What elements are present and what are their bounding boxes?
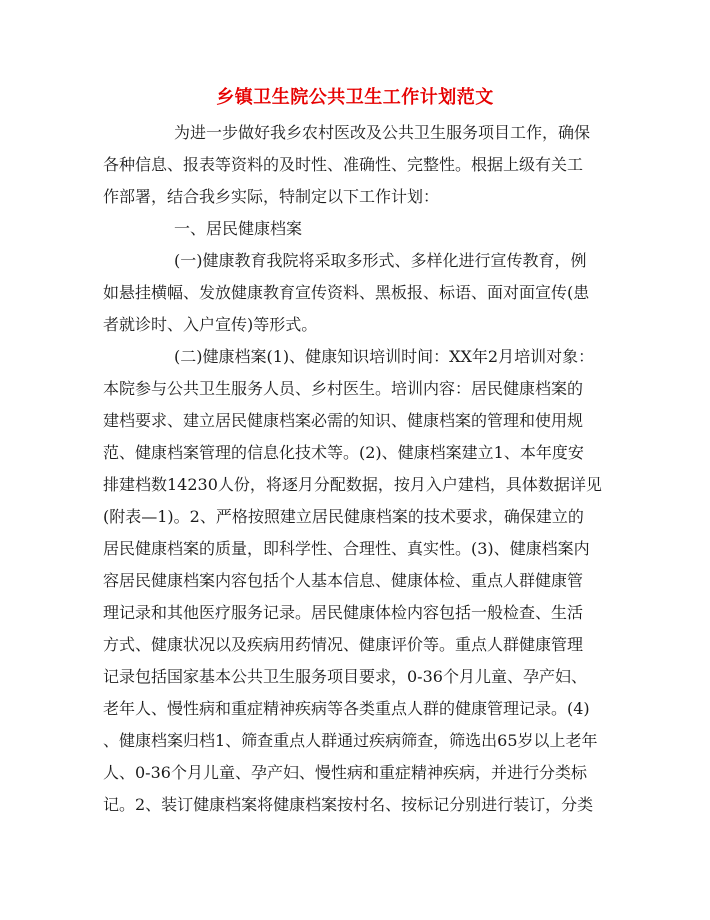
text-line: 理记录和其他医疗服务记录。居民健康体检内容包括一般检查、生活 xyxy=(103,603,584,622)
text-line: (二)健康档案(1)、健康知识培训时间：XX年2月培训对象： xyxy=(174,347,595,366)
text-line: 记。2、装订健康档案将健康档案按村名、按标记分别进行装订，分类 xyxy=(103,795,594,814)
text-line: 为进一步做好我乡农村医改及公共卫生服务项目工作，确保 xyxy=(174,123,591,142)
text-line: 居民健康档案的质量，即科学性、合理性、真实性。(3)、健康档案内 xyxy=(103,539,590,558)
document-title: 乡镇卫生院公共卫生工作计划范文 xyxy=(216,87,494,108)
text-line: 如悬挂横幅、发放健康教育宣传资料、黑板报、标语、面对面宣传(患 xyxy=(103,283,590,302)
text-line: (一)健康教育我院将采取多形式、多样化进行宣传教育，例 xyxy=(174,251,587,270)
text-line: 各种信息、报表等资料的及时性、准确性、完整性。根据上级有关工 xyxy=(103,155,584,174)
text-line: (附表—1)。2、严格按照建立居民健康档案的技术要求，确保建立的 xyxy=(103,507,584,526)
text-line: 者就诊时、入户宣传)等形式。 xyxy=(103,315,318,334)
text-line: 人、0-36个月儿童、孕产妇、慢性病和重症精神疾病，并进行分类标 xyxy=(103,763,587,782)
text-line: 记录包括国家基本公共卫生服务项目要求，0-36个月儿童、孕产妇、 xyxy=(103,667,587,686)
text-line: 本院参与公共卫生服务人员、乡村医生。培训内容：居民健康档案的 xyxy=(103,379,584,398)
text-line: 建档要求、建立居民健康档案必需的知识、健康档案的管理和使用规 xyxy=(103,411,584,430)
section-heading: 一、居民健康档案 xyxy=(174,219,303,238)
text-line: 老年人、慢性病和重症精神疾病等各类重点人群的健康管理记录。(4) xyxy=(103,699,590,718)
text-line: 方式、健康状况以及疾病用药情况、健康评价等。重点人群健康管理 xyxy=(103,635,584,654)
text-line: 排建档数14230人份，将逐月分配数据，按月入户建档，具体数据详见 xyxy=(103,475,602,494)
text-line: 容居民健康档案内容包括个人基本信息、健康体检、重点人群健康管 xyxy=(103,571,584,590)
text-line: 作部署，结合我乡实际，特制定以下工作计划： xyxy=(103,187,440,206)
text-line: 、健康档案归档1、筛查重点人群通过疾病筛查，筛选出65岁以上老年 xyxy=(103,731,598,750)
text-line: 范、健康档案管理的信息化技术等。(2)、健康档案建立1、本年度安 xyxy=(103,443,584,462)
